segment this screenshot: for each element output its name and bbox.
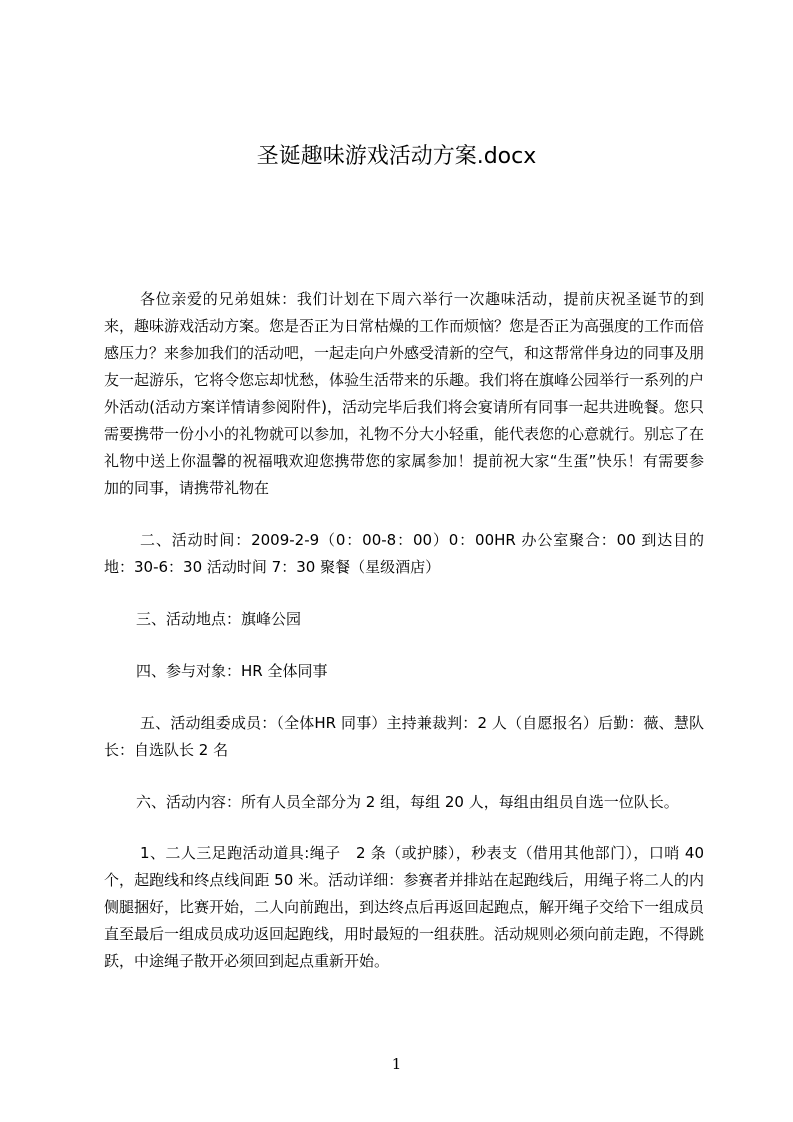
committee-paragraph: 五、活动组委成员：（全体HR 同事）主持兼裁判：2 人（自愿报名）后勤：薇、慧队长：自选队长 2 名	[104, 714, 704, 759]
activity-location-paragraph: 三、活动地点：旗峰公园	[136, 610, 302, 628]
document-title: 圣诞趣味游戏活动方案.docx	[256, 144, 537, 169]
activity-content-paragraph: 六、活动内容：所有人员全部分为 2 组，每组 20 人，每组由组员自选一位队长。	[136, 793, 679, 811]
activity-time-paragraph: 二、活动时间：2009-2-9（0：00-8：00）0：00HR 办公室聚合：00 到达目的地：30-6：30 活动时间 7：30 聚餐（星级酒店）	[104, 531, 704, 576]
paragraph-spacer	[104, 764, 704, 789]
paragraph-spacer	[104, 633, 704, 658]
game-three-legged-race-paragraph: 1、二人三足跑活动道具:绳子 2 条（或护膝），秒表支（借用其他部门），口哨 40 个，起跑线和终点线间距 50 米。活动详细：参赛者并排站在起跑线后，用绳子将二人的内侧腿捆好，比赛开始，二人向前跑出，到达终点后再返回起跑点，解开绳子交给下一组成员直至最后一组成员成功返回起跑线，用时最短的一组获胜。活动规则必须向前走跑，不得跳跃，中途绳子散开必须回到起点重新开始。	[104, 844, 705, 970]
intro-paragraph: 各位亲爱的兄弟姐妹：我们计划在下周六举行一次趣味活动，提前庆祝圣诞节的到来，趣味游戏活动方案。您是否正为日常枯燥的工作而烦恼？您是否正为高强度的工作而倍感压力？来参加我们的活动吧，一起走向户外感受清新的空气，和这帮常伴身边的同事及朋友一起游乐，它将令您忘却忧愁，体验生活带来的乐趣。我们将在旗峰公园举行一系列的户外活动(活动方案详情请参阅附件)，活动完毕后我们将会宴请所有同事一起共进晚餐。您只需要携带一份小小的礼物就可以参加，礼物不分大小轻重，能代表您的心意就行。别忘了在礼物中送上你温馨的祝福哦欢迎您携带您的家属参加！提前祝大家“生蛋”快乐！有需要参加的同事，请携带礼物在	[104, 290, 705, 497]
paragraph-spacer	[104, 502, 704, 527]
page-number: 1	[391, 1055, 402, 1073]
paragraph-spacer	[104, 581, 704, 606]
paragraph-spacer	[104, 685, 704, 710]
participants-paragraph: 四、参与对象：HR 全体同事	[136, 662, 328, 680]
document-body	[104, 286, 704, 975]
paragraph-spacer	[104, 816, 704, 840]
